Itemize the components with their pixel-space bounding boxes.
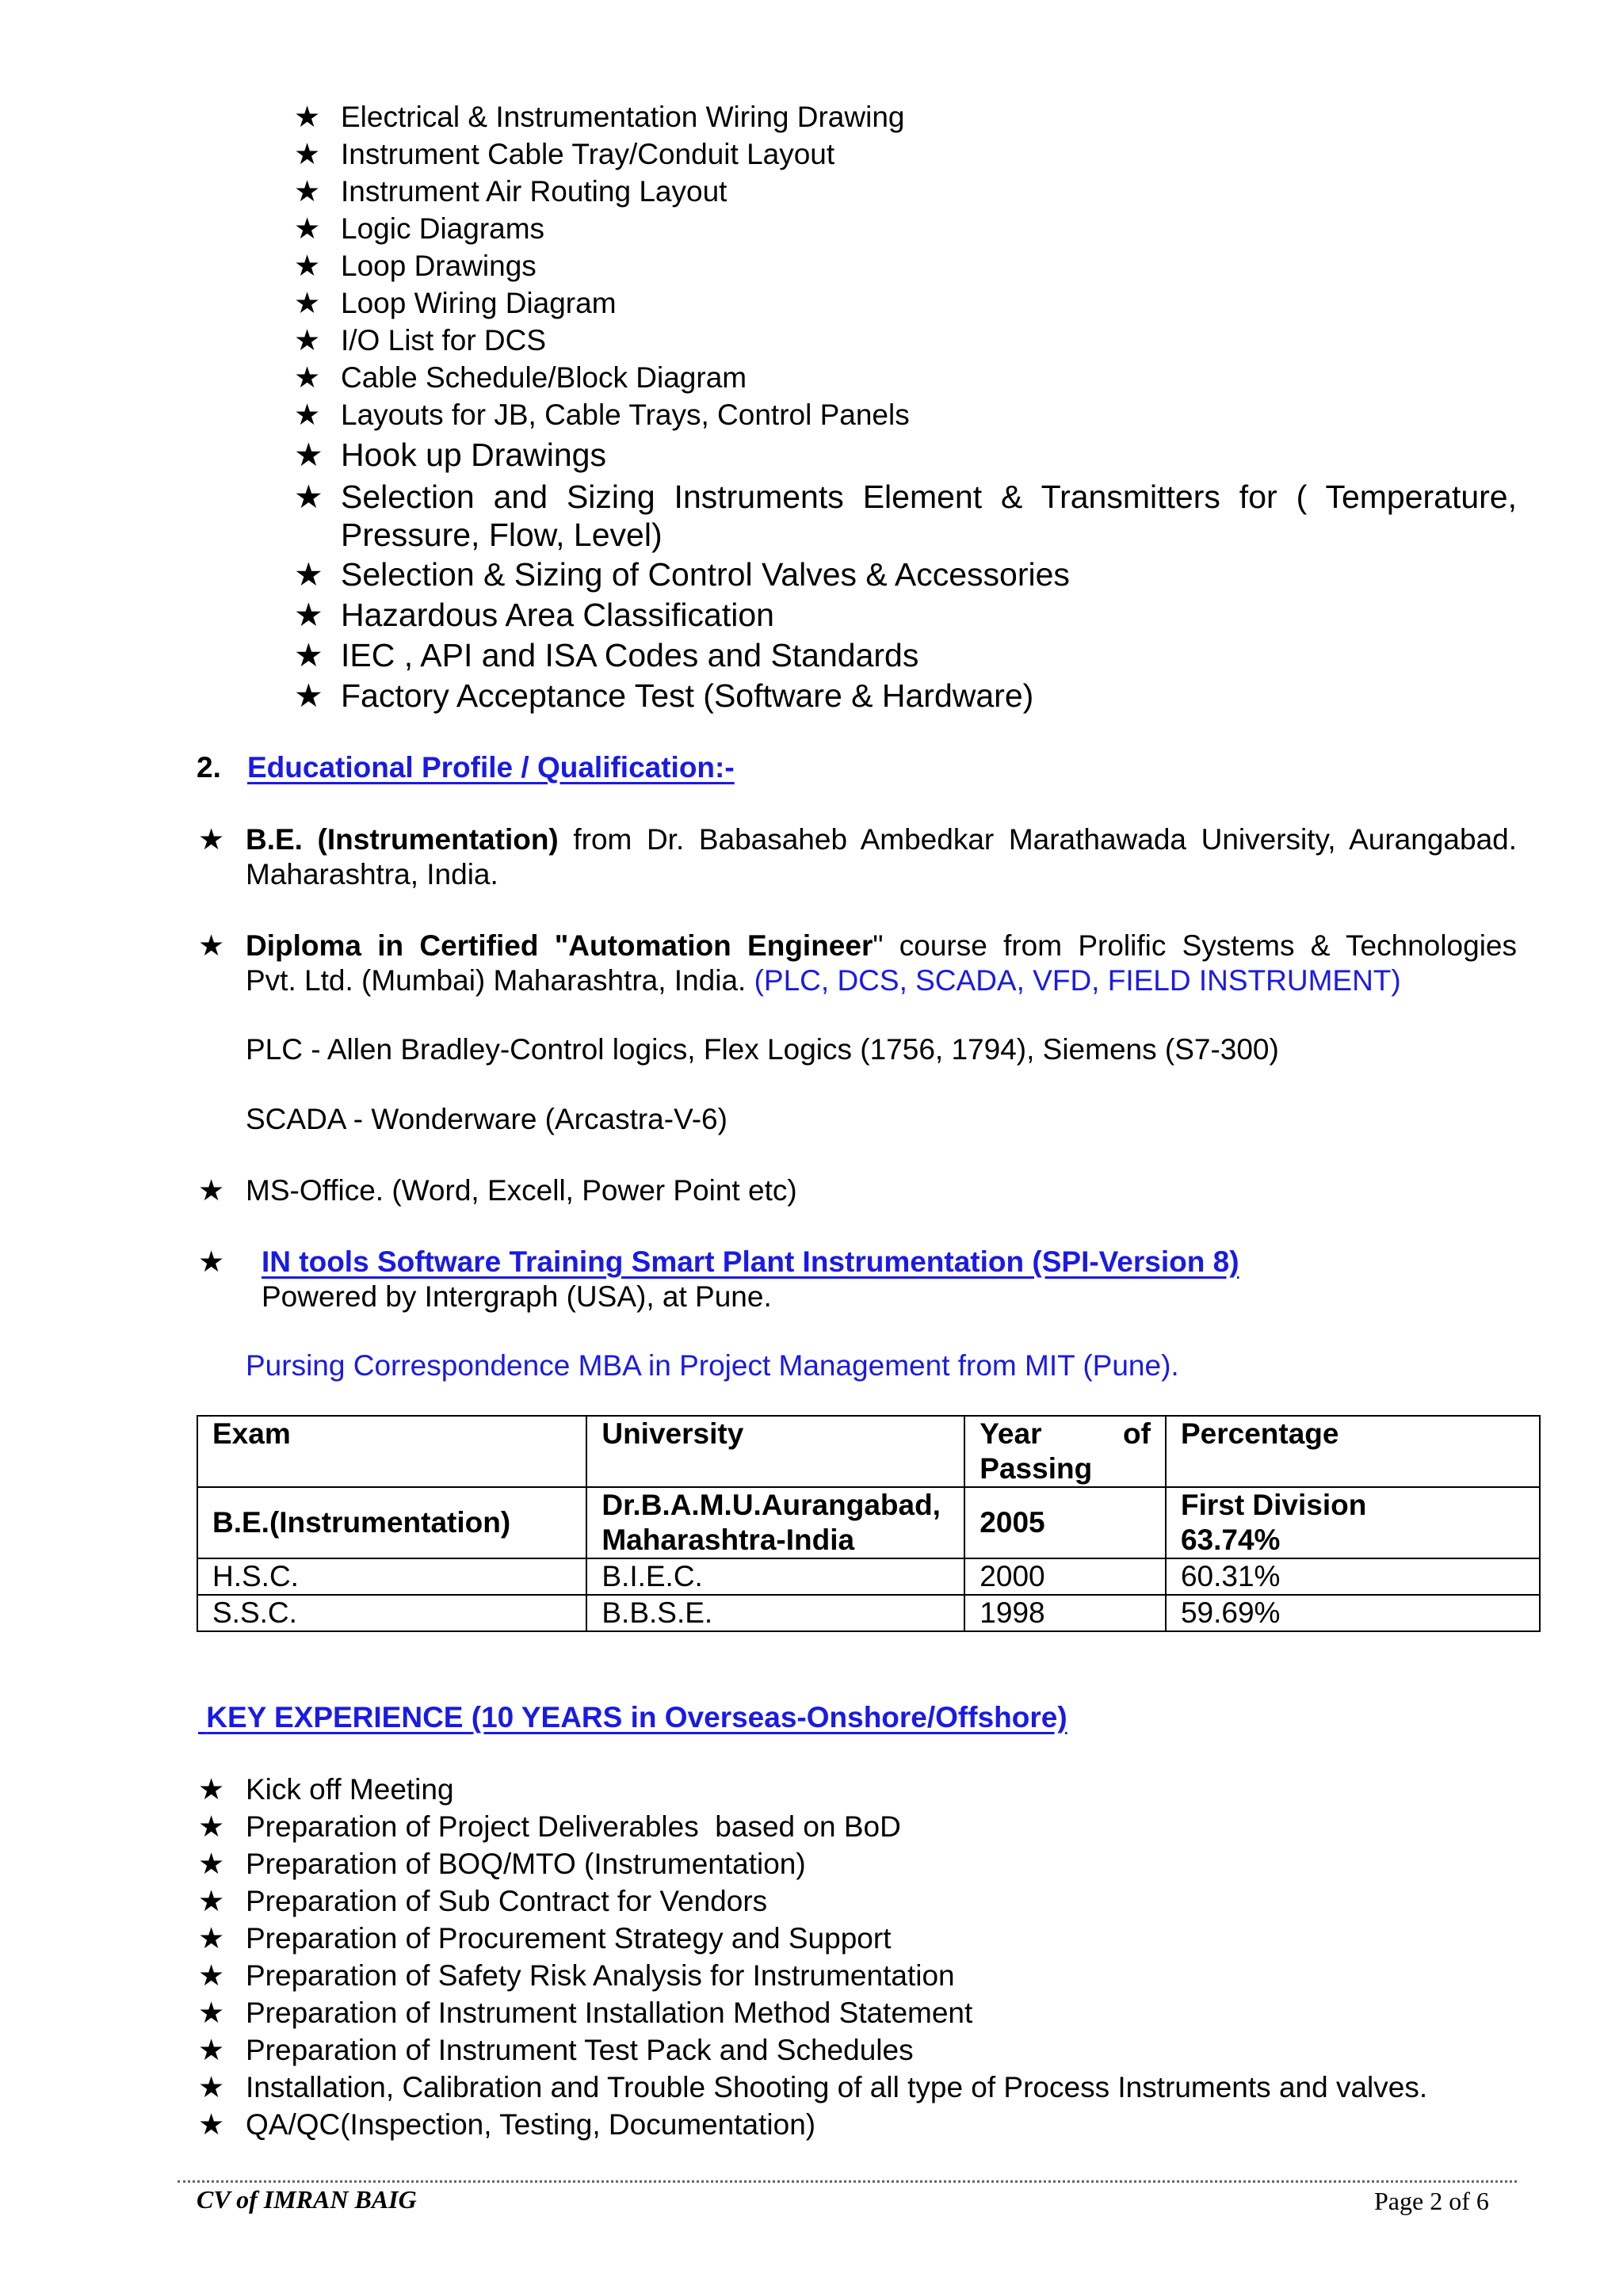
list-item: Loop Drawings: [341, 250, 537, 282]
table-cell: 1998: [964, 1595, 1166, 1631]
list-item: Factory Acceptance Test (Software & Hardware): [341, 677, 1034, 714]
footer-page-number: Page 2 of 6: [1374, 2187, 1489, 2215]
list-item: Instrument Cable Tray/Conduit Layout: [341, 138, 835, 170]
be-degree: B.E. (Instrumentation): [246, 823, 559, 856]
star-bullet-icon: ★: [198, 1996, 225, 2030]
table-cell: H.S.C.: [197, 1558, 586, 1595]
star-bullet-icon: ★: [294, 436, 323, 474]
list-item: Preparation of Project Deliverables based on BoD: [246, 1810, 901, 1843]
star-bullet-icon: ★: [294, 137, 321, 171]
table-cell: B.I.E.C.: [586, 1558, 964, 1595]
list-item: Hook up Drawings: [341, 437, 606, 473]
list-item-continuation: Pressure, Flow, Level): [341, 517, 663, 553]
star-bullet-icon: ★: [294, 360, 321, 395]
list-item: Preparation of Instrument Test Pack and Schedules: [246, 2034, 914, 2066]
list-item: Kick off Meeting: [246, 1773, 454, 1806]
star-bullet-icon: ★: [198, 1245, 225, 1279]
star-bullet-icon: ★: [294, 323, 321, 357]
star-bullet-icon: ★: [198, 1173, 225, 1207]
footer-cv-name: CV of IMRAN BAIG: [197, 2185, 417, 2214]
list-item: Installation, Calibration and Trouble Shooting of all type of Process Instruments and valves.: [246, 2071, 1428, 2103]
star-bullet-icon: ★: [198, 1884, 225, 1918]
list-item: Selection and Sizing Instruments Element & Transmitters for ( Temperature,: [341, 479, 1517, 515]
table-cell: 60.31%: [1166, 1558, 1540, 1595]
list-item: Logic Diagrams: [341, 212, 545, 245]
education-table: [197, 1415, 1541, 1632]
star-bullet-icon: ★: [294, 100, 321, 134]
table-cell: [1166, 1487, 1540, 1558]
star-bullet-icon: ★: [198, 1772, 225, 1806]
be-qualification-line: [246, 821, 1517, 858]
msoffice-line: MS-Office. (Word, Excell, Power Point etc): [246, 1174, 797, 1207]
table-cell-line: Maharashtra-India: [601, 1524, 855, 1556]
list-item: Hazardous Area Classification: [341, 597, 774, 633]
star-bullet-icon: ★: [294, 286, 321, 320]
intools-training-link[interactable]: IN tools Software Training Smart Plant Instrumentation (SPI-Version 8): [262, 1245, 1239, 1278]
star-bullet-icon: ★: [294, 677, 323, 715]
diploma-line: [246, 927, 1517, 964]
list-item: Layouts for JB, Cable Trays, Control Panels: [341, 399, 910, 431]
plc-line: PLC - Allen Bradley-Control logics, Flex Logics (1756, 1794), Siemens (S7-300): [246, 1033, 1279, 1066]
list-item: Preparation of Safety Risk Analysis for Instrumentation: [246, 1959, 955, 1992]
table-cell: 59.69%: [1166, 1595, 1540, 1631]
star-bullet-icon: ★: [198, 1921, 225, 1955]
star-bullet-icon: ★: [294, 212, 321, 246]
list-item: Selection & Sizing of Control Valves & Accessories: [341, 556, 1070, 593]
footer-divider: [178, 2180, 1517, 2183]
star-bullet-icon: ★: [198, 2070, 225, 2104]
table-cell: B.E.(Instrumentation): [197, 1487, 586, 1558]
diploma-topics: (PLC, DCS, SCADA, VFD, FIELD INSTRUMENT): [754, 964, 1401, 997]
diploma-course: " course from Prolific Systems & Technologies: [873, 929, 1517, 962]
star-bullet-icon: ★: [294, 398, 321, 432]
table-cell: S.S.C.: [197, 1595, 586, 1631]
list-item: Loop Wiring Diagram: [341, 287, 617, 319]
list-item: Cable Schedule/Block Diagram: [341, 361, 747, 394]
star-bullet-icon: ★: [294, 249, 321, 283]
list-item: Preparation of Sub Contract for Vendors: [246, 1885, 768, 1917]
table-cell: B.B.S.E.: [586, 1595, 964, 1631]
table-cell: [586, 1487, 964, 1558]
list-item: IEC , API and ISA Codes and Standards: [341, 637, 919, 673]
star-bullet-icon: ★: [198, 2033, 225, 2067]
star-bullet-icon: ★: [198, 1847, 225, 1881]
key-experience-heading-link[interactable]: [198, 1699, 1067, 1736]
star-bullet-icon: ★: [198, 1810, 225, 1844]
star-bullet-icon: ★: [294, 555, 323, 593]
scada-line: SCADA - Wonderware (Arcastra-V-6): [246, 1103, 727, 1135]
star-bullet-icon: ★: [198, 2107, 225, 2142]
diploma-company: Pvt. Ltd. (Mumbai) Maharashtra, India.: [246, 964, 754, 997]
mba-line: Pursing Correspondence MBA in Project Management from MIT (Pune).: [246, 1349, 1179, 1382]
table-header-row: [197, 1416, 1540, 1487]
table-row: [197, 1558, 1540, 1595]
star-bullet-icon: ★: [294, 174, 321, 208]
table-header-cell: Exam: [197, 1416, 586, 1487]
list-item: I/O List for DCS: [341, 324, 547, 357]
intools-provider: Powered by Intergraph (USA), at Pune.: [262, 1280, 772, 1313]
header-passing-word: Passing: [980, 1452, 1093, 1485]
star-bullet-icon: ★: [294, 596, 323, 634]
star-bullet-icon: ★: [294, 478, 323, 516]
education-heading-link[interactable]: Educational Profile / Qualification:-: [247, 751, 735, 784]
star-bullet-icon: ★: [198, 929, 225, 963]
table-header-cell: Percentage: [1166, 1416, 1540, 1487]
table-cell: 2005: [964, 1487, 1166, 1558]
list-item: Preparation of Instrument Installation Method Statement: [246, 1997, 973, 2029]
table-cell-line: 63.74%: [1180, 1524, 1281, 1556]
list-item: Preparation of BOQ/MTO (Instrumentation): [246, 1848, 806, 1880]
list-item: Instrument Air Routing Layout: [341, 175, 727, 208]
diploma-title: Diploma in Certified "Automation Engineer: [246, 929, 873, 962]
table-cell-line: Dr.B.A.M.U.Aurangabad,: [601, 1489, 941, 1521]
be-university: from Dr. Babasaheb Ambedkar Marathawada University, Aurangabad.: [558, 823, 1517, 856]
table-cell: 2000: [964, 1558, 1166, 1595]
be-location: Maharashtra, India.: [246, 858, 498, 891]
table-row: [197, 1487, 1540, 1558]
list-item: Electrical & Instrumentation Wiring Drawing: [341, 101, 905, 133]
section-number: 2.: [197, 751, 221, 784]
star-bullet-icon: ★: [294, 636, 323, 674]
list-item: QA/QC(Inspection, Testing, Documentation): [246, 2108, 816, 2141]
header-of-word: of: [1123, 1417, 1151, 1450]
star-bullet-icon: ★: [198, 822, 225, 856]
header-year-word: Year: [980, 1417, 1042, 1450]
star-bullet-icon: ★: [198, 1958, 225, 1993]
key-experience-heading-text: KEY EXPERIENCE (10 YEARS in Overseas-Onshore/Offshore): [206, 1701, 1067, 1733]
list-item: Preparation of Procurement Strategy and Support: [246, 1922, 892, 1955]
table-cell-line: First Division: [1180, 1489, 1367, 1521]
table-row: [197, 1595, 1540, 1631]
table-header-cell: [964, 1416, 1166, 1487]
table-header-cell: University: [586, 1416, 964, 1487]
diploma-line-2: [246, 962, 1401, 999]
